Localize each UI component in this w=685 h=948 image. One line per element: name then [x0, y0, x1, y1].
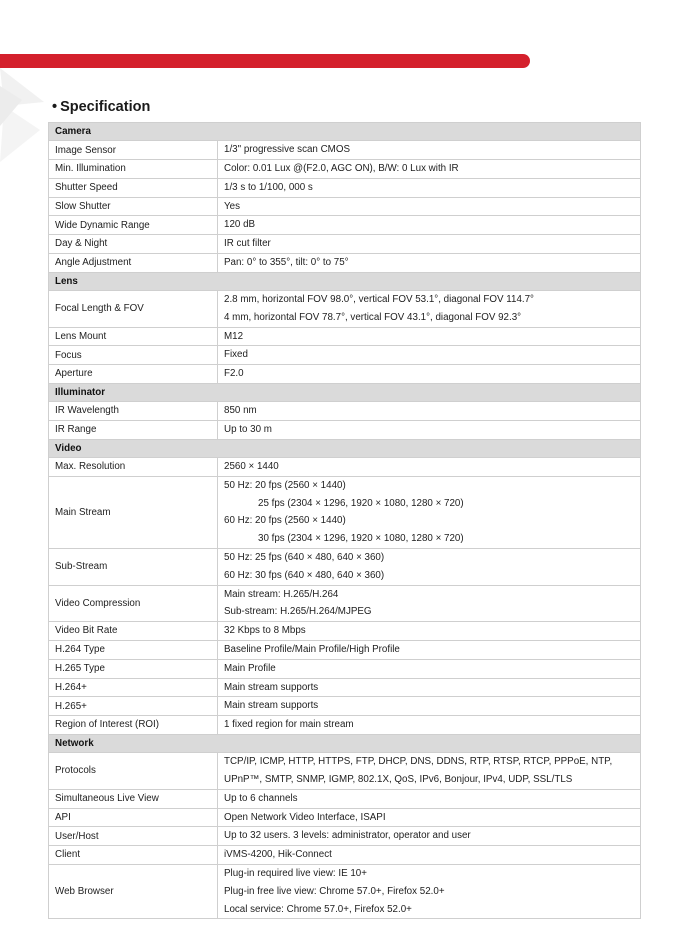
spec-value-line: 50 Hz: 20 fps (2560 × 1440) [224, 479, 346, 491]
spec-value [218, 827, 641, 846]
section-title: Illuminator [49, 383, 641, 401]
section-header-row [49, 123, 641, 141]
spec-value [218, 402, 641, 421]
spec-row [49, 346, 641, 365]
header-accent-bar [0, 54, 530, 68]
section-title: Network [49, 734, 641, 752]
spec-row [49, 178, 641, 197]
spec-value [218, 753, 641, 790]
spec-label: Lens Mount [49, 327, 218, 346]
spec-row [49, 402, 641, 421]
spec-value [218, 178, 641, 197]
spec-value-line: Plug-in required live view: IE 10+ [224, 867, 367, 879]
specification-table [48, 122, 641, 919]
spec-label: H.264 Type [49, 640, 218, 659]
spec-value-line: 60 Hz: 20 fps (2560 × 1440) [224, 515, 346, 527]
spec-label: Wide Dynamic Range [49, 216, 218, 235]
spec-value [218, 622, 641, 641]
spec-value-line: F2.0 [224, 368, 244, 380]
spec-value-line: 1/3" progressive scan CMOS [224, 144, 350, 156]
spec-label: Protocols [49, 753, 218, 790]
spec-label: Image Sensor [49, 141, 218, 160]
spec-value [218, 808, 641, 827]
spec-label: IR Range [49, 420, 218, 439]
spec-value [218, 697, 641, 716]
spec-value-line: Local service: Chrome 57.0+, Firefox 52.0+ [224, 903, 412, 915]
spec-value [218, 235, 641, 254]
spec-value-line: Open Network Video Interface, ISAPI [224, 811, 386, 823]
spec-row [49, 290, 641, 327]
spec-value-line: Main stream: H.265/H.264 [224, 588, 339, 600]
spec-row [49, 365, 641, 384]
section-header-row [49, 272, 641, 290]
spec-value [218, 420, 641, 439]
spec-value [218, 141, 641, 160]
spec-value-line: IR cut filter [224, 238, 271, 250]
spec-value-line: 4 mm, horizontal FOV 78.7°, vertical FOV 43.1°, diagonal FOV 92.3° [224, 311, 522, 323]
spec-value-line: 30 fps (2304 × 1296, 1920 × 1080, 1280 × 720) [258, 533, 464, 545]
spec-label: Client [49, 846, 218, 865]
spec-row [49, 327, 641, 346]
spec-value-line: Up to 6 channels [224, 792, 298, 804]
spec-value-line: 120 dB [224, 219, 256, 231]
spec-value-line: Main stream supports [224, 681, 319, 693]
spec-label: Max. Resolution [49, 457, 218, 476]
spec-label: Sub-Stream [49, 548, 218, 585]
spec-value-line: Baseline Profile/Main Profile/High Profile [224, 643, 400, 655]
section-title: Video [49, 439, 641, 457]
spec-label: Slow Shutter [49, 197, 218, 216]
spec-label: H.265+ [49, 697, 218, 716]
section-header-row [49, 734, 641, 752]
spec-value [218, 659, 641, 678]
spec-value-line: Up to 32 users. 3 levels: administrator, operator and user [224, 830, 471, 842]
spec-row [49, 457, 641, 476]
spec-row [49, 789, 641, 808]
spec-value [218, 716, 641, 735]
spec-row [49, 864, 641, 918]
spec-value [218, 457, 641, 476]
spec-value-line: UPnP™, SMTP, SNMP, IGMP, 802.1X, QoS, IPv6, Bonjour, IPv4, UDP, SSL/TLS [224, 773, 573, 785]
spec-value-line: 2.8 mm, horizontal FOV 98.0°, vertical FOV 53.1°, diagonal FOV 114.7° [224, 293, 534, 305]
spec-value [218, 789, 641, 808]
spec-row [49, 235, 641, 254]
spec-row [49, 622, 641, 641]
spec-row [49, 753, 641, 790]
spec-label: Region of Interest (ROI) [49, 716, 218, 735]
spec-value-line: Sub-stream: H.265/H.264/MJPEG [224, 606, 372, 618]
spec-row [49, 420, 641, 439]
spec-value [218, 678, 641, 697]
page-title [52, 99, 150, 115]
spec-value [218, 548, 641, 585]
spec-value-line: Plug-in free live view: Chrome 57.0+, Firefox 52.0+ [224, 885, 445, 897]
spec-value [218, 327, 641, 346]
spec-value-line: 60 Hz: 30 fps (640 × 480, 640 × 360) [224, 569, 385, 581]
title-text: Specification [60, 99, 151, 115]
spec-label: Focal Length & FOV [49, 290, 218, 327]
spec-label: Focus [49, 346, 218, 365]
spec-label: Web Browser [49, 864, 218, 918]
spec-row [49, 585, 641, 622]
spec-label: Aperture [49, 365, 218, 384]
spec-label: API [49, 808, 218, 827]
section-title: Lens [49, 272, 641, 290]
spec-value-line: Fixed [224, 349, 248, 361]
spec-row [49, 160, 641, 179]
spec-row [49, 216, 641, 235]
spec-value-line: 850 nm [224, 405, 257, 417]
spec-value-line: Pan: 0° to 355°, tilt: 0° to 75° [224, 256, 349, 268]
spec-value [218, 253, 641, 272]
section-header-row [49, 439, 641, 457]
spec-label: Main Stream [49, 476, 218, 548]
spec-value [218, 476, 641, 548]
spec-value-line: iVMS-4200, Hik-Connect [224, 849, 332, 861]
spec-row [49, 808, 641, 827]
spec-label: Min. Illumination [49, 160, 218, 179]
spec-label: H.264+ [49, 678, 218, 697]
spec-row [49, 697, 641, 716]
spec-value-line: 1/3 s to 1/100, 000 s [224, 181, 313, 193]
spec-value [218, 640, 641, 659]
spec-value-line: Color: 0.01 Lux @(F2.0, AGC ON), B/W: 0 Lux with IR [224, 163, 459, 174]
spec-value-line: M12 [224, 330, 244, 342]
spec-value-line: Main stream supports [224, 700, 319, 712]
spec-label: Simultaneous Live View [49, 789, 218, 808]
spec-value-line: Main Profile [224, 662, 276, 674]
spec-label: Video Compression [49, 585, 218, 622]
spec-row [49, 548, 641, 585]
spec-value [218, 346, 641, 365]
section-title: Camera [49, 123, 641, 141]
spec-row [49, 659, 641, 678]
title-bullet: • [52, 99, 58, 115]
spec-value [218, 290, 641, 327]
spec-label: IR Wavelength [49, 402, 218, 421]
spec-value-line: 25 fps (2304 × 1296, 1920 × 1080, 1280 × 720) [258, 497, 464, 509]
spec-value-line: 32 Kbps to 8 Mbps [224, 625, 306, 637]
spec-row [49, 253, 641, 272]
spec-value-line: 2560 × 1440 [224, 460, 279, 472]
spec-row [49, 827, 641, 846]
spec-value-line: 1 fixed region for main stream [224, 719, 354, 731]
spec-value [218, 585, 641, 622]
spec-label: Video Bit Rate [49, 622, 218, 641]
spec-row [49, 640, 641, 659]
spec-label: Angle Adjustment [49, 253, 218, 272]
spec-label: Day & Night [49, 235, 218, 254]
spec-row [49, 197, 641, 216]
spec-value-line: Yes [224, 200, 240, 212]
section-header-row [49, 383, 641, 401]
spec-label: H.265 Type [49, 659, 218, 678]
spec-value-line: TCP/IP, ICMP, HTTP, HTTPS, FTP, DHCP, DNS, DDNS, RTP, RTSP, RTCP, PPPoE, NTP, [224, 756, 613, 768]
spec-row [49, 716, 641, 735]
spec-value [218, 365, 641, 384]
spec-value [218, 846, 641, 865]
spec-label: User/Host [49, 827, 218, 846]
spec-row [49, 141, 641, 160]
spec-value-line: Up to 30 m [224, 423, 272, 435]
spec-row [49, 476, 641, 548]
spec-value [218, 197, 641, 216]
spec-value [218, 160, 641, 179]
spec-row [49, 846, 641, 865]
spec-label: Shutter Speed [49, 178, 218, 197]
spec-value [218, 864, 641, 918]
spec-value-line: 50 Hz: 25 fps (640 × 480, 640 × 360) [224, 551, 385, 563]
spec-value [218, 216, 641, 235]
spec-row [49, 678, 641, 697]
